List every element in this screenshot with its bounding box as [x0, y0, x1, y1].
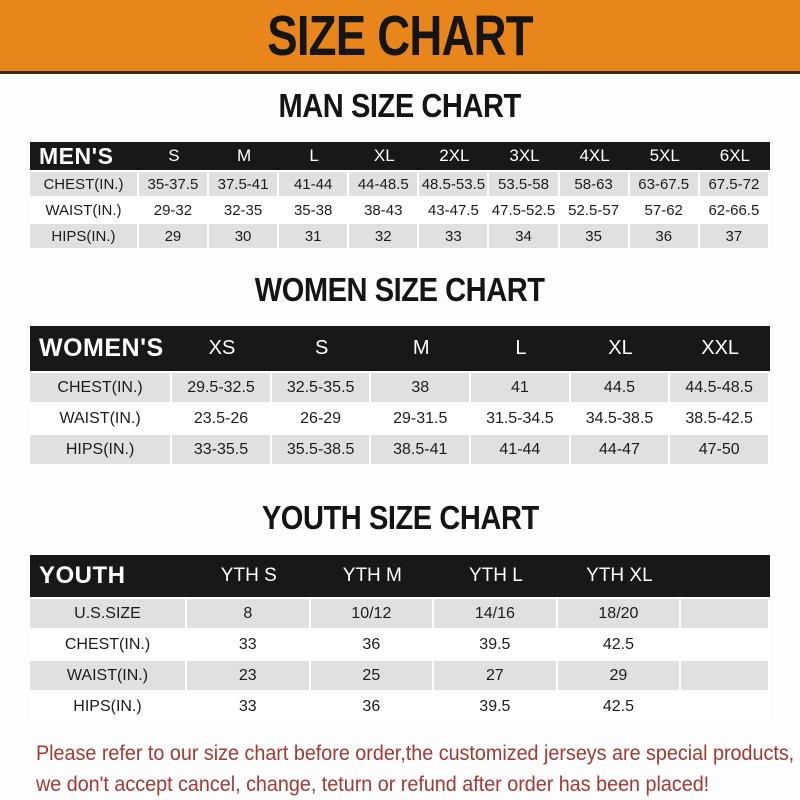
row-label-cell: HIPS(IN.) — [30, 692, 187, 723]
size-value-cell: 30 — [209, 224, 279, 250]
size-value-cell: 41-44 — [279, 172, 349, 198]
column-header-cell: M — [371, 326, 471, 373]
size-value-cell — [681, 630, 770, 661]
column-header-cell: YTH XL — [558, 555, 682, 599]
size-value-cell: 26-29 — [272, 404, 372, 435]
size-value-cell: 29.5-32.5 — [172, 373, 272, 404]
table-header-row — [30, 555, 770, 599]
row-label-cell: CHEST(IN.) — [30, 172, 139, 198]
size-value-cell: 32-35 — [209, 198, 279, 224]
men-section-heading — [0, 87, 800, 129]
size-value-cell: 38.5-42.5 — [670, 404, 770, 435]
size-value-cell: 48.5-53.5 — [419, 172, 489, 198]
size-chart-banner — [0, 0, 800, 74]
men-section-heading-text: MAN SIZE CHART — [278, 87, 522, 124]
size-value-cell: 34.5-38.5 — [571, 404, 671, 435]
row-label-cell: WAIST(IN.) — [30, 661, 187, 692]
size-value-cell: 36 — [630, 224, 700, 250]
youth-section-heading-text: YOUTH SIZE CHART — [261, 499, 539, 536]
size-value-cell: 42.5 — [558, 630, 682, 661]
row-label-cell: HIPS(IN.) — [30, 224, 139, 250]
order-note-line-2: we don't accept cancel, change, teturn or refund after order has been placed! — [36, 773, 710, 796]
size-value-cell: 29 — [139, 224, 209, 250]
women-size-section — [0, 271, 800, 466]
size-value-cell: 38-43 — [349, 198, 419, 224]
row-label-cell: U.S.SIZE — [30, 599, 187, 630]
size-value-cell: 47.5-52.5 — [489, 198, 559, 224]
size-value-cell: 33 — [187, 630, 311, 661]
column-header-cell: L — [279, 142, 349, 172]
women-section-heading — [0, 271, 800, 313]
table-row — [30, 404, 770, 435]
size-value-cell — [681, 661, 770, 692]
column-header-cell: S — [139, 142, 209, 172]
table-row — [30, 599, 770, 630]
size-value-cell: 44-47 — [571, 435, 671, 466]
column-header-cell: L — [471, 326, 571, 373]
size-value-cell: 39.5 — [434, 692, 558, 723]
table-row — [30, 435, 770, 466]
size-value-cell: 42.5 — [558, 692, 682, 723]
size-value-cell: 29 — [558, 661, 682, 692]
order-note-line-1: Please refer to our size chart before order,the customized jerseys are special products, — [36, 742, 795, 765]
column-header-cell: YTH M — [311, 555, 435, 599]
size-value-cell: 44.5-48.5 — [670, 373, 770, 404]
size-value-cell: 36 — [311, 630, 435, 661]
row-label-cell: HIPS(IN.) — [30, 435, 172, 466]
row-label-cell: WAIST(IN.) — [30, 198, 139, 224]
column-header-cell: 4XL — [560, 142, 630, 172]
size-value-cell: 67.5-72 — [700, 172, 770, 198]
size-value-cell: 25 — [311, 661, 435, 692]
size-value-cell: 47-50 — [670, 435, 770, 466]
youth-section-heading — [0, 499, 800, 541]
table-row — [30, 224, 770, 250]
column-header-cell: XL — [349, 142, 419, 172]
size-value-cell: 41-44 — [471, 435, 571, 466]
size-value-cell: 32.5-35.5 — [272, 373, 372, 404]
size-value-cell: 63-67.5 — [630, 172, 700, 198]
size-value-cell: 38.5-41 — [371, 435, 471, 466]
table-header-row — [30, 142, 770, 172]
size-value-cell: 44-48.5 — [349, 172, 419, 198]
size-value-cell: 29-31.5 — [371, 404, 471, 435]
men-size-table — [30, 142, 770, 250]
table-header-row — [30, 326, 770, 373]
table-title-cell: YOUTH — [30, 555, 187, 599]
size-value-cell: 14/16 — [434, 599, 558, 630]
size-value-cell: 44.5 — [571, 373, 671, 404]
size-value-cell: 29-32 — [139, 198, 209, 224]
size-value-cell: 53.5-58 — [489, 172, 559, 198]
banner-title: SIZE CHART — [267, 3, 533, 68]
size-value-cell: 39.5 — [434, 630, 558, 661]
youth-size-table — [30, 555, 770, 723]
size-value-cell: 33-35.5 — [172, 435, 272, 466]
size-value-cell: 58-63 — [560, 172, 630, 198]
column-header-cell: XXL — [670, 326, 770, 373]
table-row — [30, 172, 770, 198]
size-value-cell: 23 — [187, 661, 311, 692]
size-value-cell: 10/12 — [311, 599, 435, 630]
size-value-cell: 57-62 — [630, 198, 700, 224]
table-row — [30, 692, 770, 723]
size-value-cell: 18/20 — [558, 599, 682, 630]
size-value-cell: 27 — [434, 661, 558, 692]
size-value-cell: 34 — [489, 224, 559, 250]
column-header-cell: 2XL — [419, 142, 489, 172]
size-value-cell — [681, 692, 770, 723]
women-size-table — [30, 326, 770, 466]
column-header-cell: YTH L — [434, 555, 558, 599]
size-value-cell: 32 — [349, 224, 419, 250]
size-value-cell: 35-37.5 — [139, 172, 209, 198]
size-value-cell: 38 — [371, 373, 471, 404]
column-header-cell — [681, 555, 770, 599]
size-value-cell: 35.5-38.5 — [272, 435, 372, 466]
column-header-cell: YTH S — [187, 555, 311, 599]
size-value-cell: 37 — [700, 224, 770, 250]
order-note — [36, 738, 795, 800]
column-header-cell: 5XL — [630, 142, 700, 172]
size-value-cell: 33 — [187, 692, 311, 723]
size-value-cell: 31 — [279, 224, 349, 250]
row-label-cell: CHEST(IN.) — [30, 630, 187, 661]
table-row — [30, 661, 770, 692]
column-header-cell: XS — [172, 326, 272, 373]
table-title-cell: WOMEN'S — [30, 326, 172, 373]
table-row — [30, 630, 770, 661]
size-value-cell: 36 — [311, 692, 435, 723]
men-size-section — [0, 87, 800, 250]
column-header-cell: 3XL — [489, 142, 559, 172]
column-header-cell: S — [272, 326, 372, 373]
size-value-cell: 62-66.5 — [700, 198, 770, 224]
size-value-cell — [681, 599, 770, 630]
size-value-cell: 35-38 — [279, 198, 349, 224]
size-value-cell: 23.5-26 — [172, 404, 272, 435]
size-value-cell: 52.5-57 — [560, 198, 630, 224]
size-value-cell: 43-47.5 — [419, 198, 489, 224]
youth-size-section — [0, 499, 800, 723]
table-row — [30, 198, 770, 224]
size-value-cell: 33 — [419, 224, 489, 250]
column-header-cell: XL — [571, 326, 671, 373]
size-value-cell: 41 — [471, 373, 571, 404]
table-row — [30, 373, 770, 404]
row-label-cell: WAIST(IN.) — [30, 404, 172, 435]
column-header-cell: 6XL — [700, 142, 770, 172]
row-label-cell: CHEST(IN.) — [30, 373, 172, 404]
size-value-cell: 37.5-41 — [209, 172, 279, 198]
column-header-cell: M — [209, 142, 279, 172]
size-value-cell: 35 — [560, 224, 630, 250]
size-value-cell: 31.5-34.5 — [471, 404, 571, 435]
table-title-cell: MEN'S — [30, 142, 139, 172]
size-value-cell: 8 — [187, 599, 311, 630]
women-section-heading-text: WOMEN SIZE CHART — [255, 271, 545, 308]
